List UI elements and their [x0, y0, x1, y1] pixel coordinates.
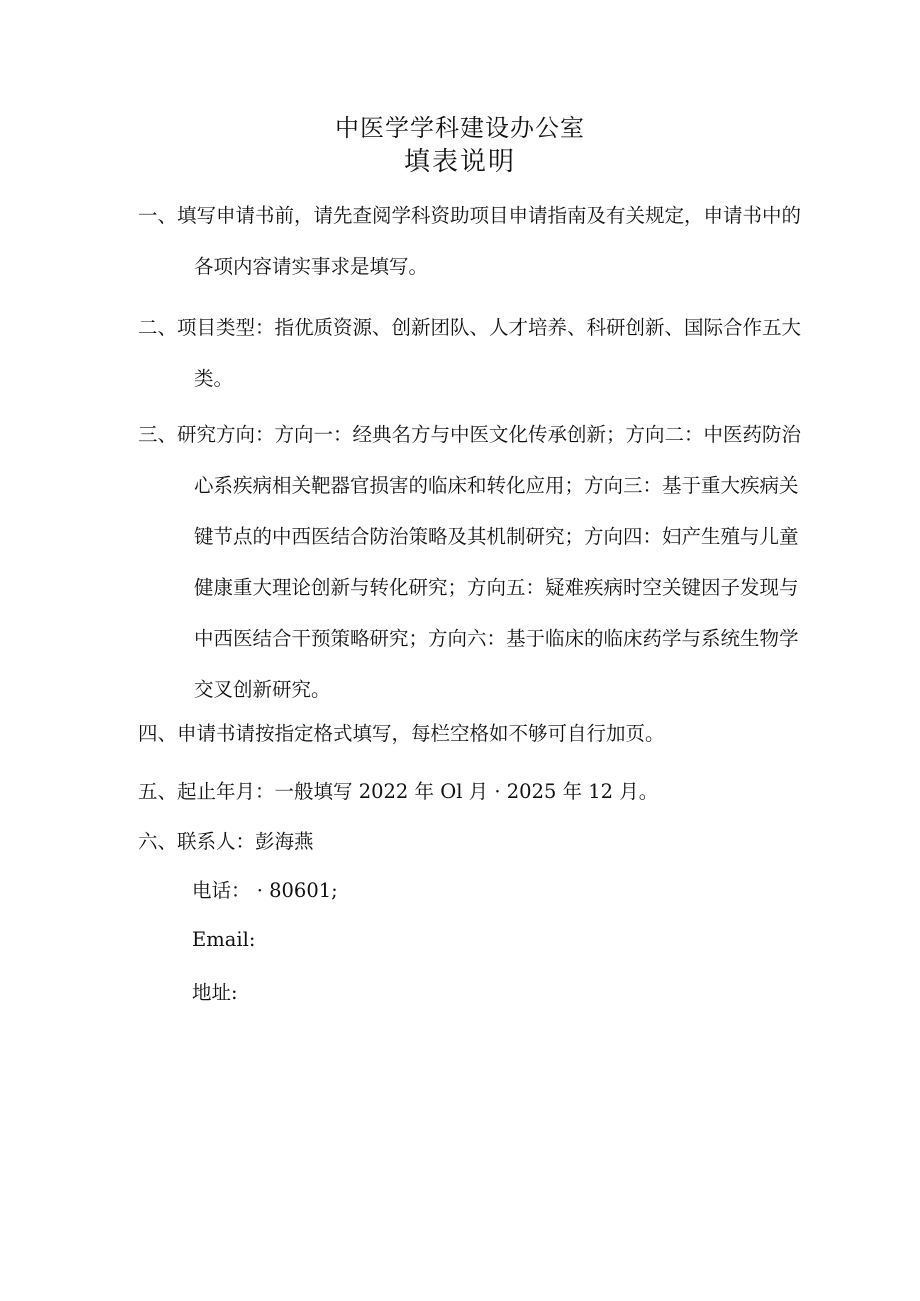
item-text: 起止年月：一般填写 2022 年 Ol 月 · 2025 年 12 月。: [177, 780, 659, 803]
item-text: 填写申请书前，请先查阅学科资助项目申请指南及有关规定，申请书中的各项内容请实事求是填写。: [177, 204, 802, 278]
item-text: 研究方向：方向一：经典名方与中医文化传承创新；方向二：中医药防治心系疾病相关靶器官损害的临床和转化应用；方向三：基于重大疾病关键节点的中西医结合防治策略及其机制研究；方向四：妇产生殖与儿童健康重大理论创新与转化研究；方向五：疑难疾病时空关键因子发现与中西医结合干预策略研究；方向六：基于临床的临床药学与系统生物学交叉创新研究。: [177, 423, 802, 701]
contact-email: Email:: [192, 928, 256, 951]
office-title: 中医学学科建设办公室: [335, 114, 585, 142]
instruction-item-5: [138, 766, 802, 817]
contact-address: 地址:: [192, 981, 238, 1004]
page-title: 填表说明: [403, 147, 516, 177]
item-number: 二、: [138, 316, 178, 339]
item-number: 六、: [138, 830, 178, 853]
instruction-item-1: [138, 190, 802, 292]
item-number: 三、: [138, 423, 178, 446]
instruction-item-3: [138, 409, 802, 715]
contact-phone: 电话： · 80601;: [192, 879, 338, 902]
item-text: 项目类型：指优质资源、创新团队、人才培养、科研创新、国际合作五大类。: [177, 316, 802, 390]
item-text: 联系人：彭海燕: [177, 830, 314, 853]
instruction-item-2: [138, 302, 802, 404]
item-number: 一、: [138, 204, 178, 227]
item-text: 申请书请按指定格式填写，每栏空格如不够可自行加页。: [177, 722, 665, 745]
item-number: 四、: [138, 722, 178, 745]
item-number: 五、: [138, 780, 178, 803]
instruction-item-6: [138, 816, 802, 867]
instruction-item-4: [138, 708, 802, 759]
